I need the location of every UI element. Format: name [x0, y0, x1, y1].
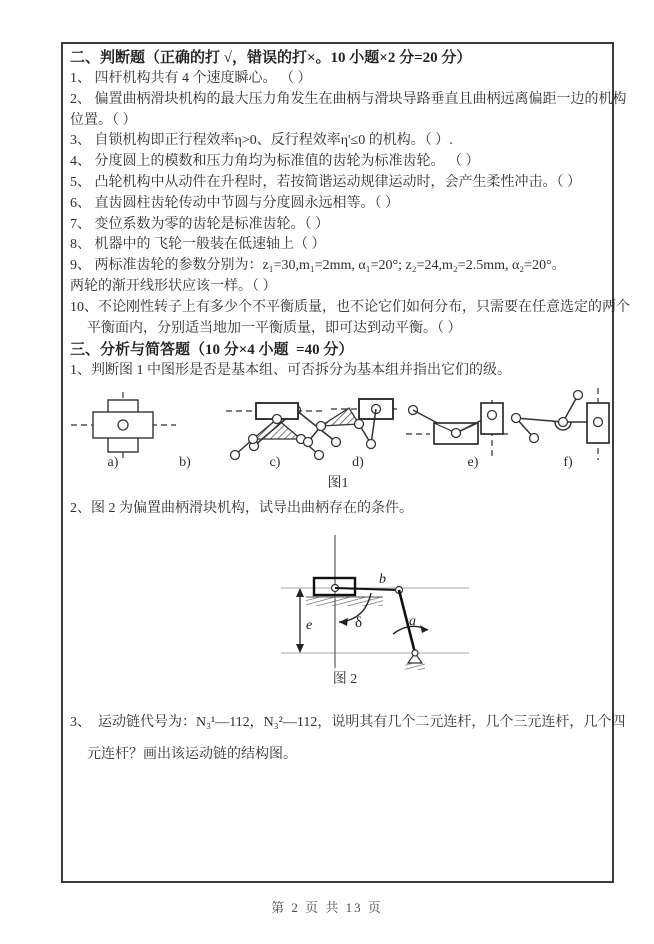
content-border	[61, 42, 630, 883]
fig2-label-a: a	[409, 613, 416, 629]
analysis-section-heading: 三、分析与简答题（10 分×4 小题 =40 分）	[70, 342, 354, 359]
figure-1	[70, 382, 606, 499]
fig1-label-c: c)	[269, 455, 281, 471]
judge-item-3: 3、 自锁机构即正行程效率η>0、反行程效率η'≤0 的机构。（ ）.	[70, 133, 453, 149]
fig2-label-delta: δ	[355, 614, 363, 631]
judge-item-8: 8、 机器中的 飞轮一般装在低速轴上（ ）	[70, 237, 326, 253]
judge-item-6: 6、 直齿圆柱齿轮传动中节圆与分度圆永远相等。（ ）	[70, 195, 399, 211]
mechanism-a-diagram	[71, 392, 176, 462]
fig1-label-b: b)	[179, 455, 191, 471]
fig1-label-e: e)	[467, 455, 479, 471]
fig1-label-a: a)	[107, 455, 119, 471]
fig2-label-e: e	[306, 617, 313, 633]
page-footer: 第 2 页 共 13 页	[271, 900, 383, 915]
fig1-caption: 图1	[327, 476, 349, 492]
judge-item-2: 2、 偏置曲柄滑块机构的最大压力角发生在曲柄与滑块导路垂直且曲柄远离偏距一边的机构	[70, 91, 627, 107]
judge-item-10-cont: 平衡面内，分别适当地加一平衡质量，即可达到动平衡。（ ）	[87, 320, 462, 336]
judge-item-5: 5、 凸轮机构中从动件在升程时，若按简谐运动规律运动时，会产生柔性冲击。（ ）	[70, 174, 581, 190]
judge-section-heading: 二、判断题（正确的打 √，错误的打×。10 小题×2 分=20 分）	[70, 50, 472, 66]
analysis-q2: 2、图 2 为偏置曲柄滑块机构，试导出曲柄存在的条件。	[70, 501, 413, 517]
judge-item-9: 9、 两标准齿轮的参数分别为：z₁=30,m₁=2mm, α₁=20°; z₂=24,m₂=2.5mm, α₂=20°。	[70, 258, 566, 274]
judge-item-2-cont: 位置。（ ）	[70, 112, 137, 128]
mechanism-f-diagram	[506, 388, 616, 460]
judge-item-4: 4、 分度圆上的模数和压力角均为标准值的齿轮为标准齿轮。 （ ）	[70, 154, 480, 170]
analysis-q1: 1、判断图 1 中图形是否是基本组、可否拆分为基本组并指出它们的级。	[70, 363, 511, 379]
mechanism-e-diagram	[406, 400, 511, 458]
judge-item-1: 1、 四杆机构共有 4 个速度瞬心。 （ ）	[70, 71, 312, 86]
judge-item-9-cont: 两轮的渐开线形状应该一样。（ ）	[70, 278, 277, 294]
fig2-caption: 图 2	[332, 671, 358, 687]
fig2-label-b: b	[379, 571, 386, 587]
judge-item-7: 7、 变位系数为零的齿轮是标准齿轮。（ ）	[70, 216, 329, 232]
figure-2	[70, 520, 606, 713]
fig1-label-f: f)	[563, 455, 573, 471]
mechanism-d-diagram	[301, 392, 401, 460]
analysis-q3-line2: 元连杆？画出该运动链的结构图。	[87, 746, 297, 762]
analysis-q3-line1: 3、 运动链代号为：N₃¹—112，N₃²—112，说明其有几个二元连杆，几个三元连杆，几个四	[70, 714, 626, 730]
offset-crank-slider-diagram	[279, 533, 479, 673]
fig1-label-d: d)	[352, 455, 364, 471]
judge-item-10: 10、不论刚性转子上有多少个不平衡质量，也不论它们如何分布，只需要在任意选定的两个	[70, 299, 630, 315]
